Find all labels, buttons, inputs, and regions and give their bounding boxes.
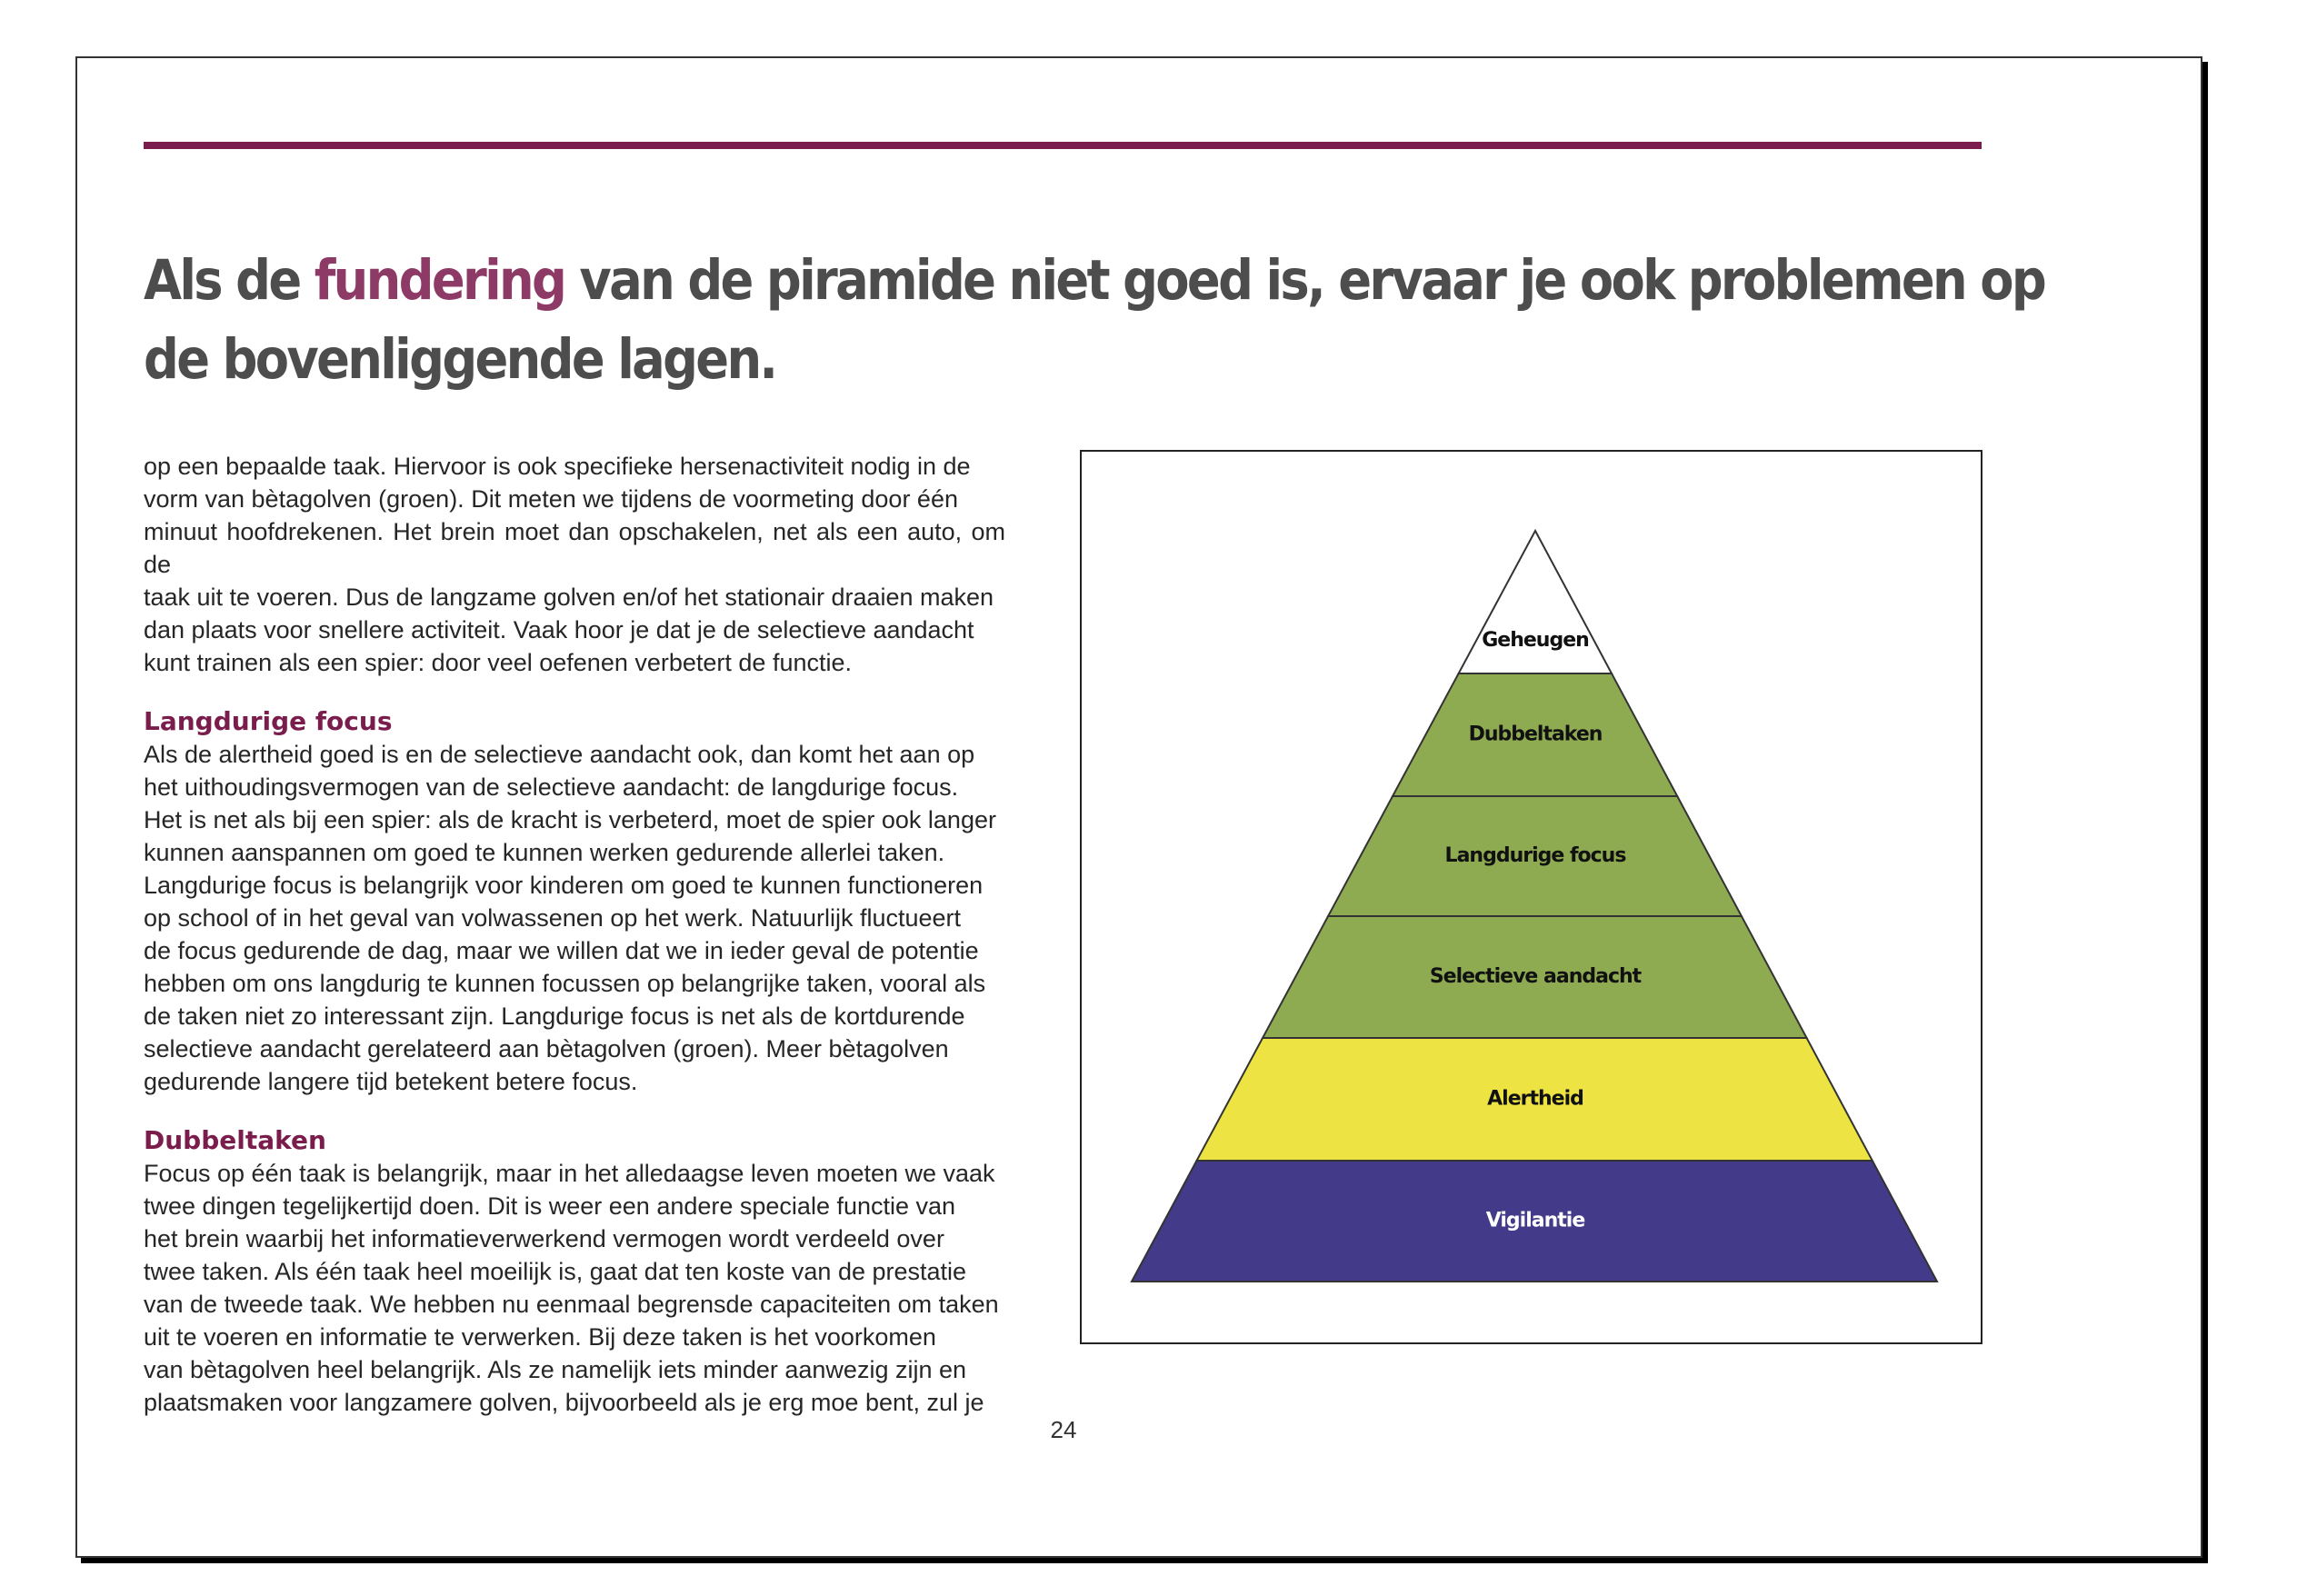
section-line: selectieve aandacht gerelateerd aan bètagolven (groen). Meer bètagolven [144,1035,949,1062]
section-line: twee taken. Als één taak heel moeilijk is, gaat dat ten koste van de prestatie [144,1258,967,1285]
section-line: op school of in het geval van volwassenen op het werk. Natuurlijk fluctueert [144,904,962,932]
intro-line: dan plaats voor snellere activiteit. Vaak hoor je dat je de selectieve aandacht [144,616,974,643]
intro-line: vorm van bètagolven (groen). Dit meten we tijdens de voormeting door één [144,485,958,513]
pyramid-figure [1080,450,1982,1344]
pyramid-label-vigilantie: Vigilantie [1485,1209,1585,1232]
headline-accent-word: fundering [314,248,565,313]
section-paragraph-langdurige-focus [144,738,1005,1098]
pyramid-label-langdurige-focus: Langdurige focus [1444,844,1626,867]
pyramid-diagram [1082,452,1981,1342]
section-line: uit te voeren en informatie te verwerken. Bij deze taken is het voorkomen [144,1323,936,1351]
pyramid-label-dubbeltaken: Dubbeltaken [1468,723,1603,746]
section-line: twee dingen tegelijkertijd doen. Dit is weer een andere speciale functie van [144,1192,956,1220]
section-line: de taken niet zo interessant zijn. Langdurige focus is net als de kortdurende [144,1002,965,1030]
pyramid-label-selectieve-aandacht: Selectieve aandacht [1429,965,1642,988]
headline-after: van de piramide niet goed is, ervaar je ook problemen op [564,248,2045,313]
intro-line: minuut hoofdrekenen. Het brein moet dan opschakelen, net als een auto, om de [144,518,1005,578]
section-line: de focus gedurende de dag, maar we willen dat we in ieder geval de potentie [144,937,979,964]
section-heading-dubbeltaken: Dubbeltaken [144,1125,326,1155]
section-line: kunnen aanspannen om goed te kunnen werken gedurende allerlei taken. [144,839,945,866]
section-line: het brein waarbij het informatieverwerkend vermogen wordt verdeeld over [144,1225,944,1252]
section-line: hebben om ons langdurig te kunnen focussen op belangrijke taken, vooral als [144,970,986,997]
pyramid-label-alertheid: Alertheid [1487,1087,1583,1111]
section-line: van de tweede taak. We hebben nu eenmaal begrensde capaciteiten om taken [144,1291,999,1318]
intro-line: kunt trainen als een spier: door veel oefenen verbetert de functie. [144,649,852,676]
header-rule [144,142,1982,149]
section-paragraph-dubbeltaken [144,1157,1005,1419]
section-line: plaatsmaken voor langzamere golven, bijvoorbeeld als je erg moe bent, zul je [144,1389,984,1416]
section-line: het uithoudingsvermogen van de selectieve aandacht: de langdurige focus. [144,773,959,801]
headline-line-2: de bovenliggende lagen. [144,327,776,392]
section-heading-langdurige-focus: Langdurige focus [144,706,393,736]
page-number: 24 [1050,1416,1077,1443]
section-line: Het is net als bij een spier: als de kracht is verbeterd, moet de spier ook langer [144,806,996,833]
section-line: gedurende langere tijd betekent betere focus. [144,1068,638,1095]
section-line: Als de alertheid goed is en de selectieve aandacht ook, dan komt het aan op [144,741,975,768]
intro-line: taak uit te voeren. Dus de langzame golven en/of het stationair draaien maken [144,584,994,611]
page-headline [144,241,2045,399]
intro-paragraph [144,450,1005,679]
pyramid-label-geheugen: Geheugen [1482,629,1589,652]
headline-before: Als de [144,248,315,313]
body-column [144,450,1005,1419]
pyramid-layer-geheugen [1459,531,1612,673]
intro-line: op een bepaalde taak. Hiervoor is ook specifieke hersenactiviteit nodig in de [144,453,971,480]
section-line: Focus op één taak is belangrijk, maar in het alledaagse leven moeten we vaak [144,1160,995,1187]
section-line: van bètagolven heel belangrijk. Als ze namelijk iets minder aanwezig zijn en [144,1356,967,1383]
section-line: Langdurige focus is belangrijk voor kinderen om goed te kunnen functioneren [144,872,984,899]
